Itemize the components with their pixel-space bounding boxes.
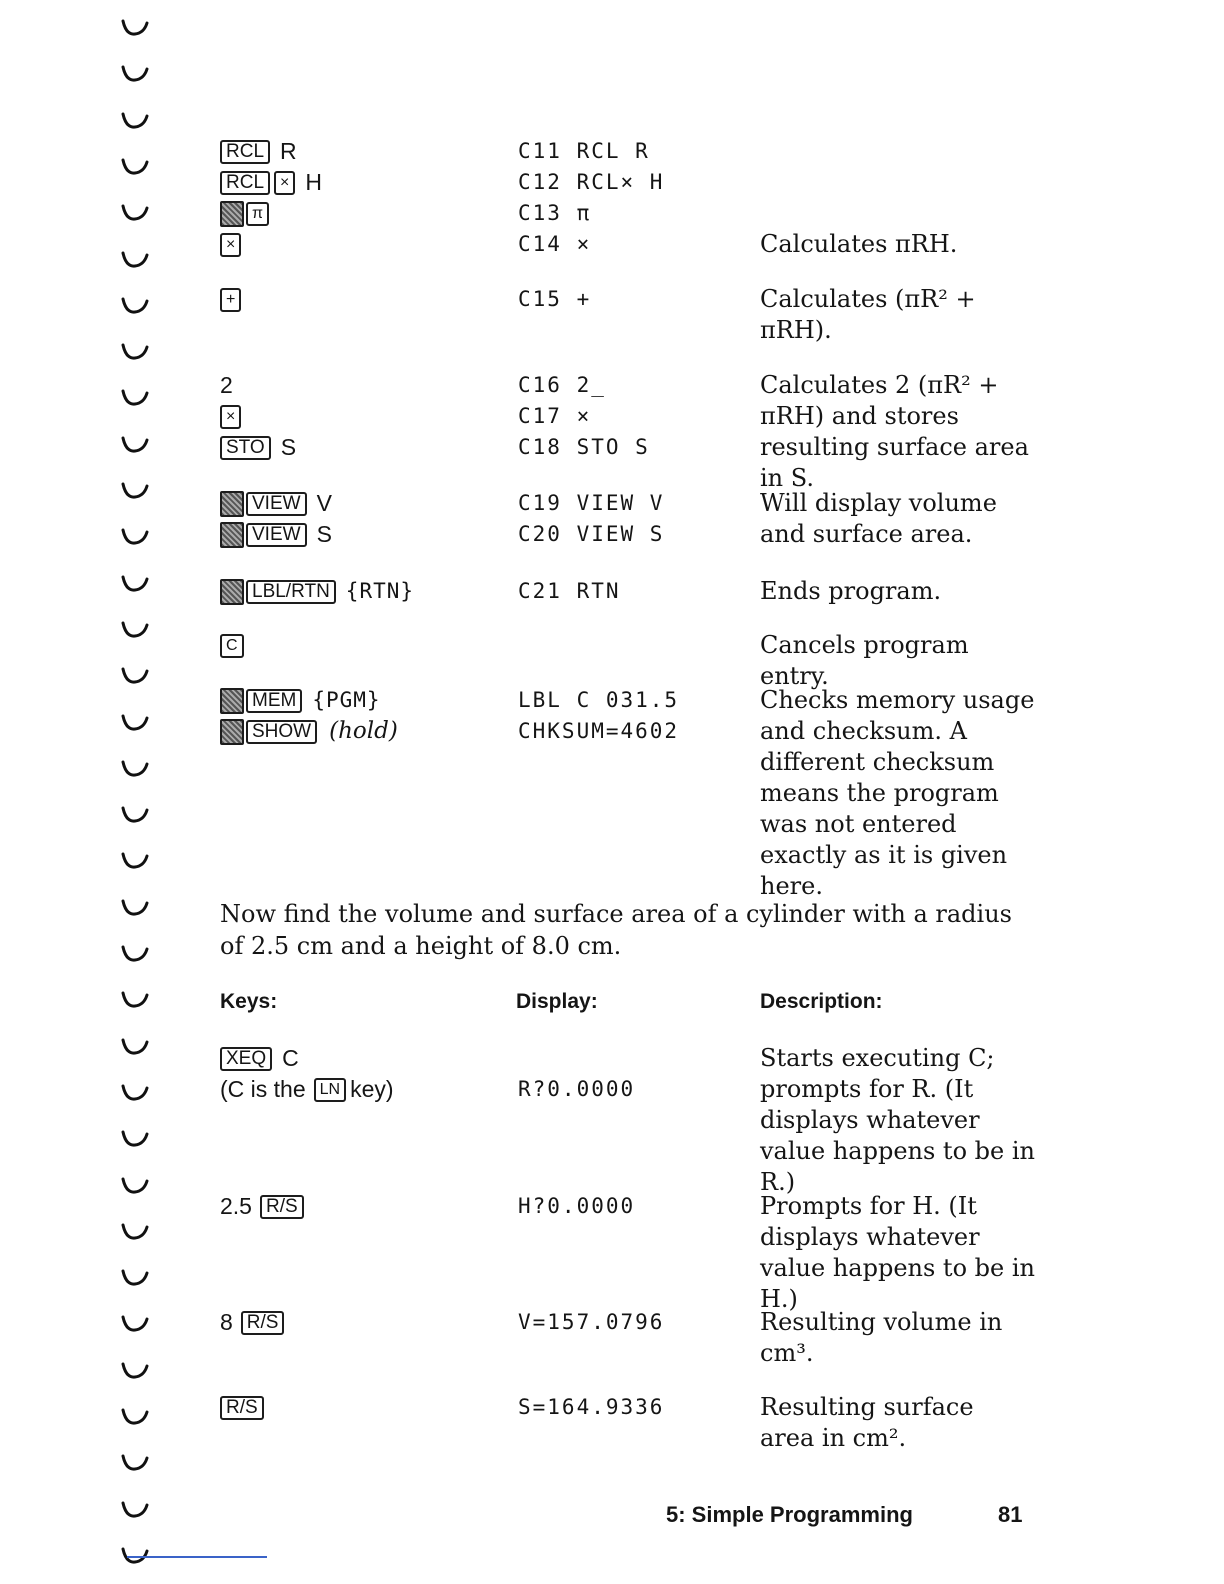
multiply-key: × — [220, 405, 241, 429]
binding-ring-icon — [120, 481, 150, 501]
binding-underline — [127, 1556, 267, 1558]
value-entry: 8 — [220, 1309, 233, 1335]
description: Will display volume and surface area. — [760, 489, 997, 548]
mem-key: MEM — [246, 689, 302, 713]
chapter-footer: 5: Simple Programming — [666, 1502, 913, 1527]
display-line: C18 STO S — [518, 435, 650, 459]
binding-ring-icon — [120, 898, 150, 918]
binding-ring-icon — [120, 250, 150, 270]
shift-key-icon — [220, 491, 244, 517]
binding-ring-icon — [120, 18, 150, 38]
spiral-binding — [114, 0, 164, 1584]
instruction-paragraph: Now find the volume and surface area of a cylinder with a radius of 2.5 cm and a height of 8.0 cm. — [220, 900, 1012, 960]
binding-ring-icon — [120, 203, 150, 223]
binding-ring-icon — [120, 944, 150, 964]
binding-ring-icon — [120, 1268, 150, 1288]
display-line: CHKSUM=4602 — [518, 719, 680, 743]
binding-ring-icon — [120, 388, 150, 408]
run-stop-key: R/S — [220, 1396, 264, 1420]
pi-key: π — [246, 202, 269, 226]
rcl-key: RCL — [220, 171, 270, 195]
binding-ring-icon — [120, 713, 150, 733]
plus-key: + — [220, 288, 241, 312]
description: Resulting volume in cm³. — [760, 1308, 1003, 1367]
binding-ring-icon — [120, 851, 150, 871]
register-label: H — [305, 169, 322, 195]
description: Resulting surface area in cm². — [760, 1393, 974, 1452]
shift-key-icon — [220, 719, 244, 745]
rcl-key: RCL — [220, 140, 270, 164]
display-line: R?0.0000 — [518, 1077, 636, 1101]
binding-ring-icon — [120, 1037, 150, 1057]
shift-key-icon — [220, 579, 244, 605]
binding-ring-icon — [120, 1314, 150, 1334]
shift-key-icon — [220, 201, 244, 227]
binding-ring-icon — [120, 157, 150, 177]
view-key: VIEW — [246, 492, 307, 516]
c-key: C — [220, 634, 244, 658]
description-header: Description: — [760, 990, 883, 1013]
binding-ring-icon — [120, 805, 150, 825]
binding-ring-icon — [120, 111, 150, 131]
binding-ring-icon — [120, 1222, 150, 1242]
binding-ring-icon — [120, 759, 150, 779]
multiply-key: × — [274, 171, 295, 195]
menu-label: {PGM} — [312, 688, 381, 712]
binding-ring-icon — [120, 1407, 150, 1427]
sto-key: STO — [220, 436, 271, 460]
keys-header: Keys: — [220, 990, 278, 1013]
description: Calculates πRH. — [760, 230, 958, 258]
description: Cancels program entry. — [760, 631, 969, 690]
binding-ring-icon — [120, 1500, 150, 1520]
view-key: VIEW — [246, 523, 307, 547]
binding-ring-icon — [120, 296, 150, 316]
binding-ring-icon — [120, 342, 150, 362]
display-line: C14 × — [518, 232, 592, 256]
description: Calculates 2 (πR² + πRH) and stores resulting surface area in S. — [760, 371, 1029, 492]
description: Calculates (πR² + πRH). — [760, 285, 976, 344]
description: Starts executing C; prompts for R. (It displays whatever value happens to be in R.) — [760, 1044, 1035, 1196]
display-line: S=164.9336 — [518, 1395, 665, 1419]
binding-ring-icon — [120, 64, 150, 84]
description: Checks memory usage and checksum. A different checksum means the program was not entered exactly as it is given here. — [760, 686, 1035, 900]
display-line: LBL C 031.5 — [518, 688, 680, 712]
xeq-key: XEQ — [220, 1047, 272, 1071]
description: Ends program. — [760, 577, 942, 605]
binding-ring-icon — [120, 527, 150, 547]
binding-ring-icon — [120, 1083, 150, 1103]
binding-ring-icon — [120, 435, 150, 455]
display-line: C13 π — [518, 201, 592, 225]
hold-note: (hold) — [329, 718, 398, 744]
run-stop-key: R/S — [241, 1311, 285, 1335]
display-line: H?0.0000 — [518, 1194, 636, 1218]
page-number: 81 — [998, 1502, 1023, 1527]
binding-ring-icon — [120, 990, 150, 1010]
register-label: R — [280, 138, 297, 164]
ln-key: LN — [314, 1078, 346, 1102]
display-line: C16 2_ — [518, 373, 606, 397]
binding-ring-icon — [120, 620, 150, 640]
binding-ring-icon — [120, 1453, 150, 1473]
lbl-rtn-key: LBL/RTN — [246, 580, 336, 604]
show-key: SHOW — [246, 720, 317, 744]
display-header: Display: — [516, 990, 598, 1013]
binding-ring-icon — [120, 574, 150, 594]
multiply-key: × — [220, 233, 241, 257]
binding-ring-icon — [120, 1176, 150, 1196]
label-name: C — [282, 1045, 299, 1071]
display-line: C17 × — [518, 404, 592, 428]
shift-key-icon — [220, 688, 244, 714]
binding-ring-icon — [120, 1361, 150, 1381]
description: Prompts for H. (It displays whatever value happens to be in H.) — [760, 1192, 1035, 1313]
binding-ring-icon — [120, 666, 150, 686]
display-line: C11 RCL R — [518, 139, 650, 163]
value-entry: 2.5 — [220, 1193, 252, 1219]
display-line: C20 VIEW S — [518, 522, 665, 546]
run-stop-key: R/S — [260, 1195, 304, 1219]
menu-label: {RTN} — [345, 579, 415, 603]
note-text: key) — [350, 1076, 394, 1102]
shift-key-icon — [220, 522, 244, 548]
display-line: C12 RCL× H — [518, 170, 665, 194]
register-label: S — [280, 434, 297, 460]
display-line: C19 VIEW V — [518, 491, 665, 515]
display-line: C21 RTN — [518, 579, 621, 603]
note-text: (C is the — [220, 1076, 306, 1102]
register-label: V — [316, 490, 332, 516]
digit-entry: 2 — [220, 372, 233, 398]
display-line: V=157.0796 — [518, 1310, 665, 1334]
display-line: C15 + — [518, 287, 592, 311]
binding-ring-icon — [120, 1129, 150, 1149]
register-label: S — [316, 521, 332, 547]
